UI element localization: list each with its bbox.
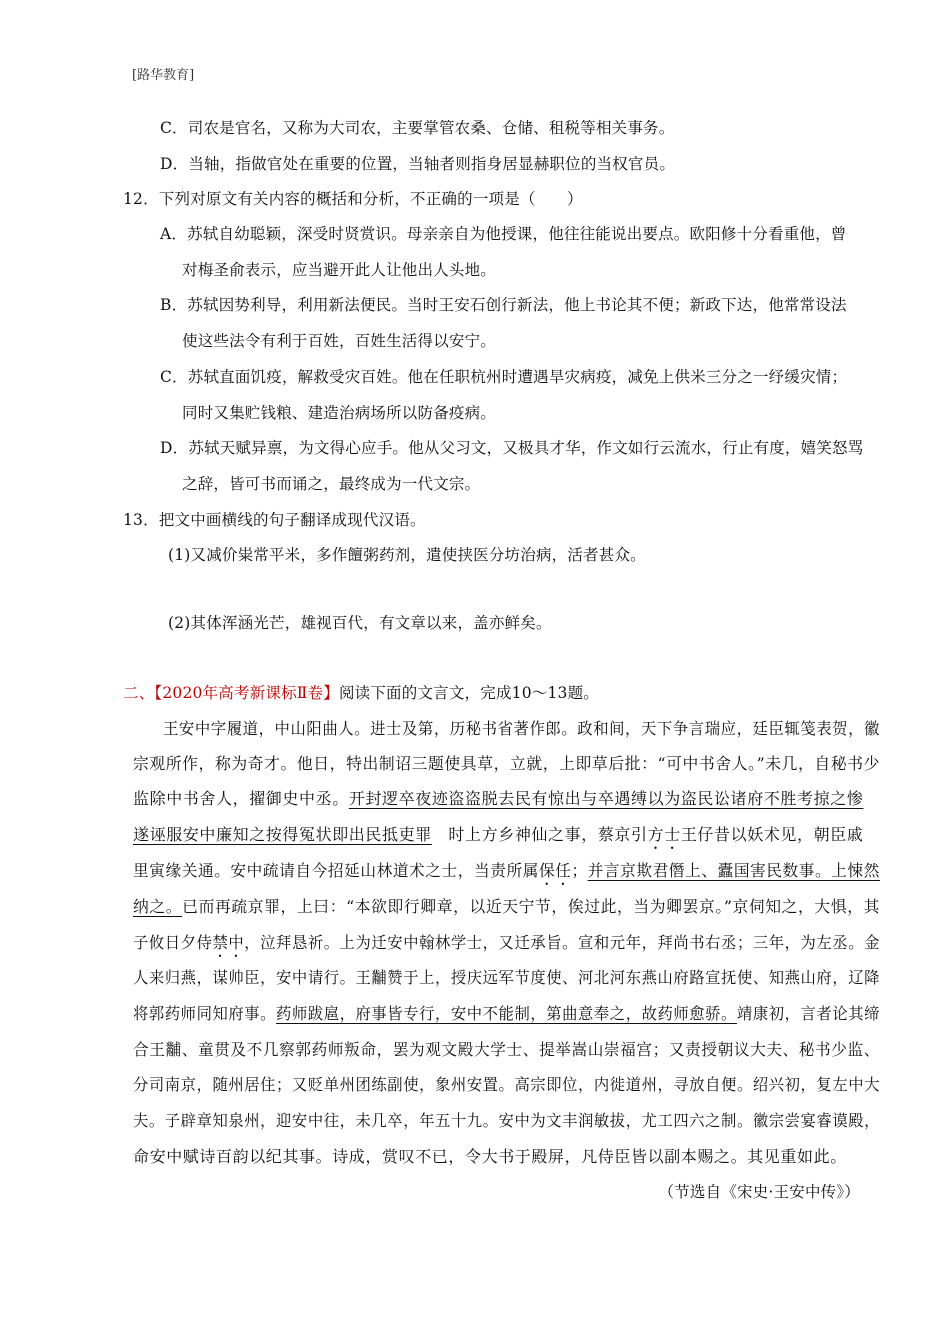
passage-text: 将郭药师同知府事。 [133, 1004, 277, 1023]
q11-option-d: D．当轴，指做官处在重要的位置，当轴者则指身居显赫职位的当权官员。 [160, 155, 676, 173]
q12-option-b-cont: 使这些法令有利于百姓，百姓生活得以安宁。 [182, 332, 497, 350]
passage-text: 监除中书舍人，擢御史中丞。 [133, 789, 349, 808]
q12-option-c-cont: 同时又集贮钱粮、建造治病场所以防备疫病。 [182, 404, 497, 422]
q13-sentence-2: (2)其体浑涵光芒，雄视百代，有文章以来，盖亦鲜矣。 [168, 614, 552, 632]
passage-line-10: 合王黼、童贯及不几察郭药师叛命，罢为观文殿大学士、提举嵩山崇福宫；又责授朝议大夫、秘书少监、 [133, 1040, 880, 1059]
q12-option-b: B．苏轼因势利导，利用新法便民。当时王安石创行新法，他上书论其不便；新政下达，他常常设法 [160, 296, 847, 314]
q12-option-a: A．苏轼自幼聪颖，深受时贤赏识。母亲亲自为他授课，他往往能说出要点。欧阳修十分看重他，曾 [160, 225, 847, 243]
q12-option-d: D．苏轼天赋异禀，为文得心应手。他从父习文，又极具才华，作文如行云流水，行止有度，嬉笑怒骂 [160, 439, 864, 457]
dotted-term: 禁中 [212, 933, 245, 952]
passage-line-3 [133, 786, 863, 809]
passage-line-8: 人来归燕，谋帅臣，安中请行。王黼赞于上，授庆远军节度使、河北河东燕山府路宣抚使、知燕山府，辽降 [133, 968, 880, 987]
section-number: 二、 [123, 684, 155, 702]
q13-stem: 13．把文中画横线的句子翻译成现代汉语。 [123, 511, 426, 529]
passage-text: 命安中赋诗百韵以纪其事。诗成，赏叹不已，令大书于殿屏，凡侍臣皆以副本赐之。 [133, 1147, 748, 1166]
section-instruction: 阅读下面的文言文，完成10～13题。 [338, 684, 600, 702]
passage-text: 里寅缘关通。安中疏请自今招延山林道术之士，当责所属 [133, 861, 539, 880]
underlined-sentence: 药师跋扈，府事皆专行，安中不能制，第曲意奉之，故药师愈骄。 [276, 1004, 737, 1023]
page-header: [路华教育] [132, 68, 195, 83]
underlined-sentence: 开封逻卒夜迹盗盗脱去民有惊出与卒遇缚以为盗民讼诸府不胜考掠之惨 [348, 789, 864, 808]
q12-option-c: C．苏轼直面饥疫，解救受灾百姓。他在任职杭州时遭遇旱灾病疫，减免上供米三分之一纾缓灾情； [160, 368, 848, 386]
dotted-term: 方士 [647, 825, 681, 844]
q12-option-a-cont: 对梅圣俞表示，应当避开此人让他出人头地。 [182, 261, 497, 279]
passage-text: 靖康初，言者论其缔 [736, 1004, 880, 1023]
passage-source: （节选自《宋史·王安中传》） [658, 1183, 860, 1201]
q13-sentence-1: (1)又减价粜常平米，多作饘粥药剂，遣使挟医分坊治病，活者甚众。 [168, 546, 646, 564]
section-2-heading [123, 681, 599, 703]
passage-line-4 [133, 822, 863, 853]
passage-text: 其见重如此。 [747, 1147, 847, 1166]
underlined-sentence: 遂诬服安中廉知之按得冤状即出民抵吏罪 [133, 825, 432, 844]
passage-line-2: 宗观所作，称为奇才。他日，特出制诏三题使具草，立就，上即草后批：“可中书舍人。”未几，自秘书少 [133, 754, 880, 773]
passage-line-13 [133, 1144, 847, 1167]
passage-text: 已而再疏京罪，上曰：“本欲即行卿章，以近天宁节，俟过此，当为卿罢京。”京伺知之，大惧，其 [182, 897, 880, 916]
exam-source-tag: 【2020年高考新课标Ⅱ卷】 [154, 684, 339, 702]
passage-line-11: 分司南京，随州居住；又贬单州团练副使，象州安置。高宗即位，内徙道州，寻放自便。绍兴初，复左中大 [133, 1075, 880, 1094]
passage-line-6 [133, 894, 880, 917]
passage-text: ； [571, 861, 588, 880]
underlined-sentence: 并言京欺君僭上、蠹国害民数事。上悚然 [587, 861, 880, 880]
q12-option-d-cont: 之辞，皆可书而诵之，最终成为一代文宗。 [182, 475, 481, 493]
passage-text: ，泣拜恳祈。上为迁安中翰林学士，又迁承旨。宣和元年，拜尚书右丞；三年，为左丞。金 [244, 933, 880, 952]
underlined-sentence: 纳之。 [133, 897, 183, 916]
q12-stem: 12．下列对原文有关内容的概括和分析，不正确的一项是（ ） [123, 190, 583, 208]
passage-text: 时上方乡神仙之事，蔡京引 [431, 825, 648, 844]
passage-line-12: 夫。子辟章知泉州，迎安中往，未几卒，年五十九。安中为文丰润敏拔，尤工四六之制。徽宗尝宴睿谟殿， [133, 1111, 880, 1130]
passage-line-5 [133, 858, 880, 889]
passage-text: 王仔昔以妖术见，朝臣戚 [680, 825, 864, 844]
dotted-term: 保任 [538, 861, 572, 880]
passage-line-9 [133, 1001, 880, 1024]
passage-line-7 [133, 930, 880, 961]
passage-line-1: 王安中字履道，中山阳曲人。进士及第，历秘书省著作郎。政和间，天下争言瑞应，廷臣辄笺表贺，徽 [163, 719, 880, 738]
q11-option-c: C．司农是官名，又称为大司农，主要掌管农桑、仓储、租税等相关事务。 [160, 119, 675, 137]
passage-text: 子攸日夕侍 [133, 933, 213, 952]
